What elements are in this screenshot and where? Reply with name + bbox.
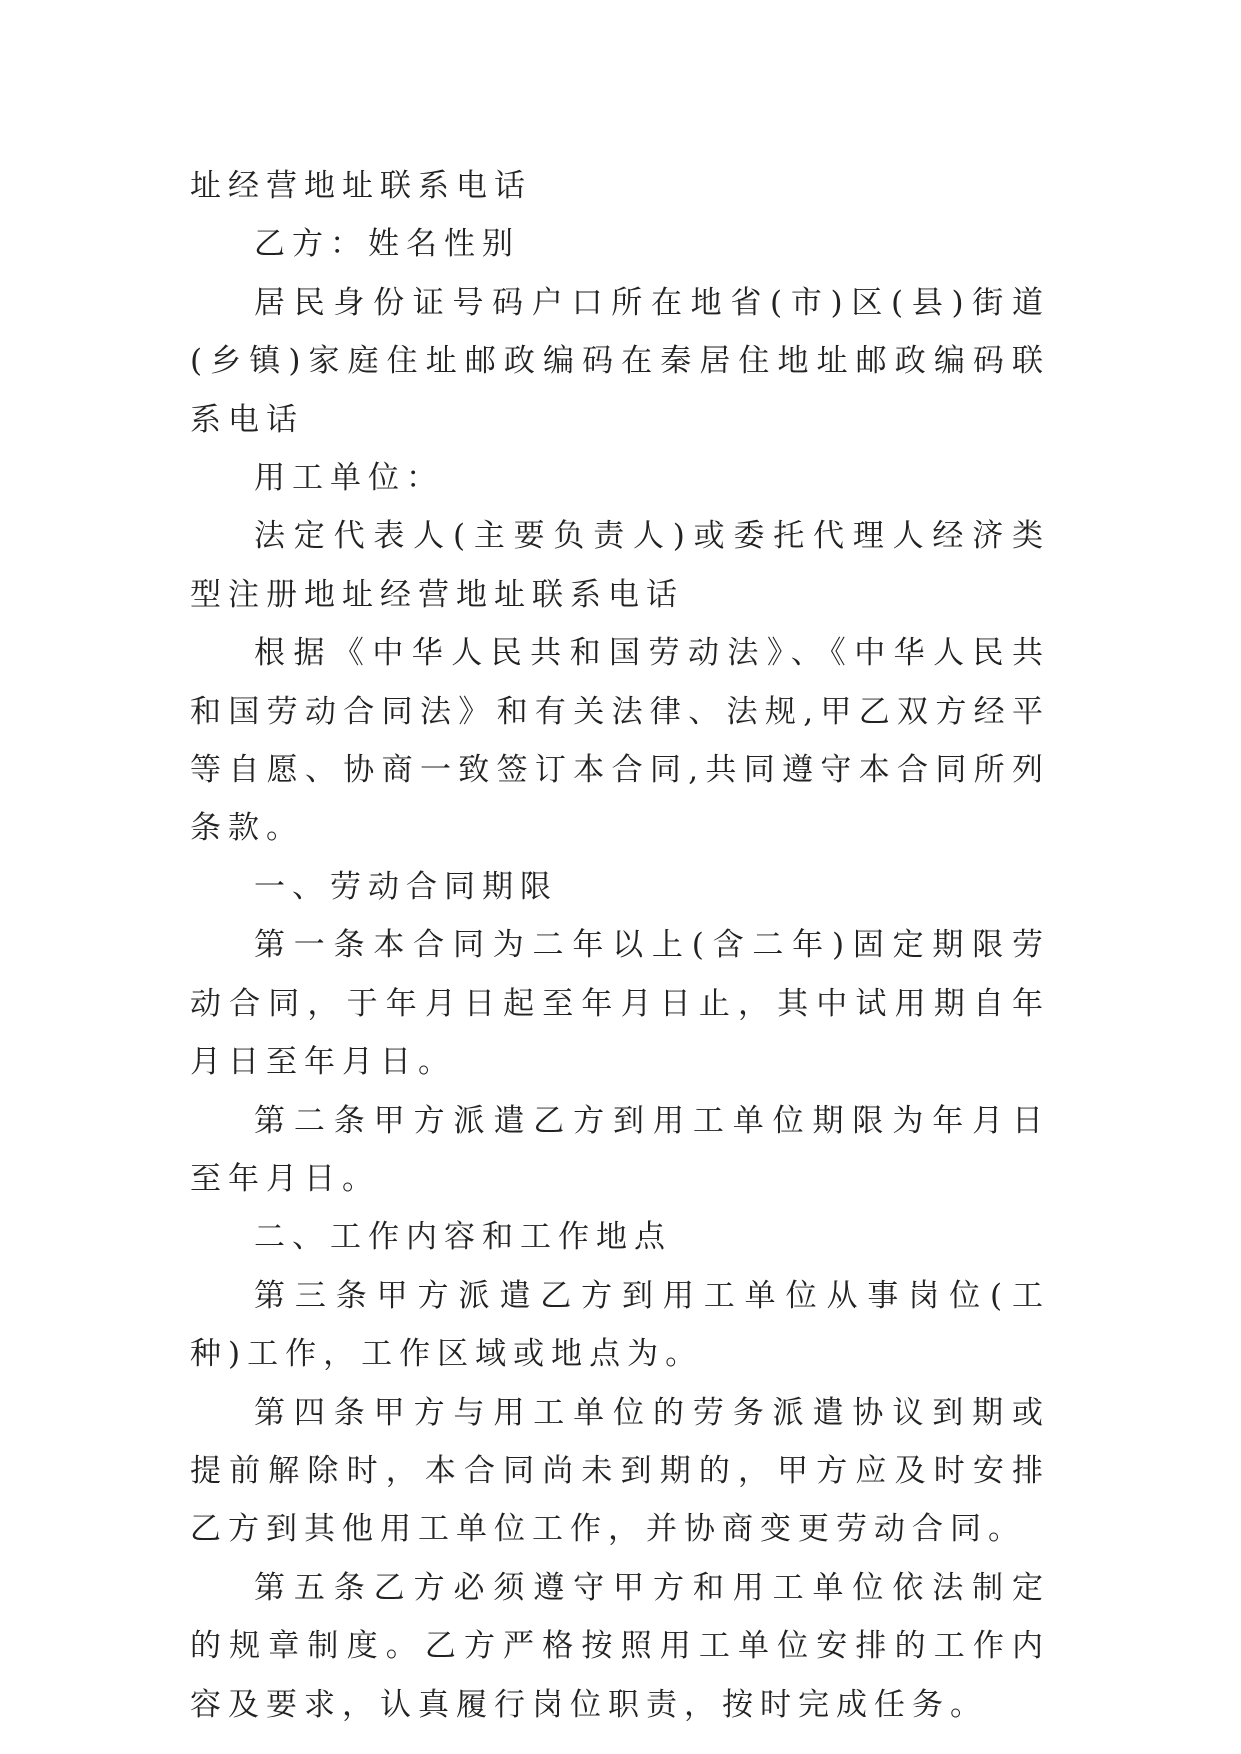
article-2: 第二条甲方派遣乙方到用工单位期限为年月日至年月日。 xyxy=(190,1102,1050,1197)
article-4: 第四条甲方与用工单位的劳务派遣协议到期或提前解除时，本合同尚未到期的，甲方应及时安排乙方到其他用工单位工作，并协商变更劳动合同。 xyxy=(190,1394,1050,1548)
paragraph-party-b: 乙方：姓名性别 xyxy=(254,226,520,263)
paragraph-employer-details: 法定代表人(主要负责人)或委托代理人经济类型注册地址经营地址联系电话 xyxy=(190,518,1050,613)
section-heading-contract-term: 一、劳动合同期限 xyxy=(254,868,558,905)
article-3: 第三条甲方派遣乙方到用工单位从事岗位(工种)工作，工作区域或地点为。 xyxy=(190,1277,1050,1373)
paragraph-party-b-details: 居民身份证号码户口所在地省(市)区(县)街道(乡镇)家庭住址邮政编码在秦居住地址邮政编码联系电话 xyxy=(190,284,1051,438)
paragraph-legal-basis: 根据《中华人民共和国劳动法》、《中华人民共和国劳动合同法》和有关法律、法规,甲乙双方经平等自愿、协商一致签订本合同,共同遵守本合同所列条款。 xyxy=(190,635,1050,847)
document-page xyxy=(190,157,1050,1734)
article-5: 第五条乙方必须遵守甲方和用工单位依法制定的规章制度。乙方严格按照用工单位安排的工作内容及要求，认真履行岗位职责，按时完成任务。 xyxy=(190,1569,1050,1723)
article-1: 第一条本合同为二年以上(含二年)固定期限劳动合同，于年月日起至年月日止，其中试用期自年月日至年月日。 xyxy=(190,927,1050,1081)
section-heading-work-content: 二、工作内容和工作地点 xyxy=(254,1219,672,1256)
paragraph-employer-unit: 用工单位： xyxy=(254,460,444,497)
paragraph-address-continuation: 址经营地址联系电话 xyxy=(190,168,532,204)
